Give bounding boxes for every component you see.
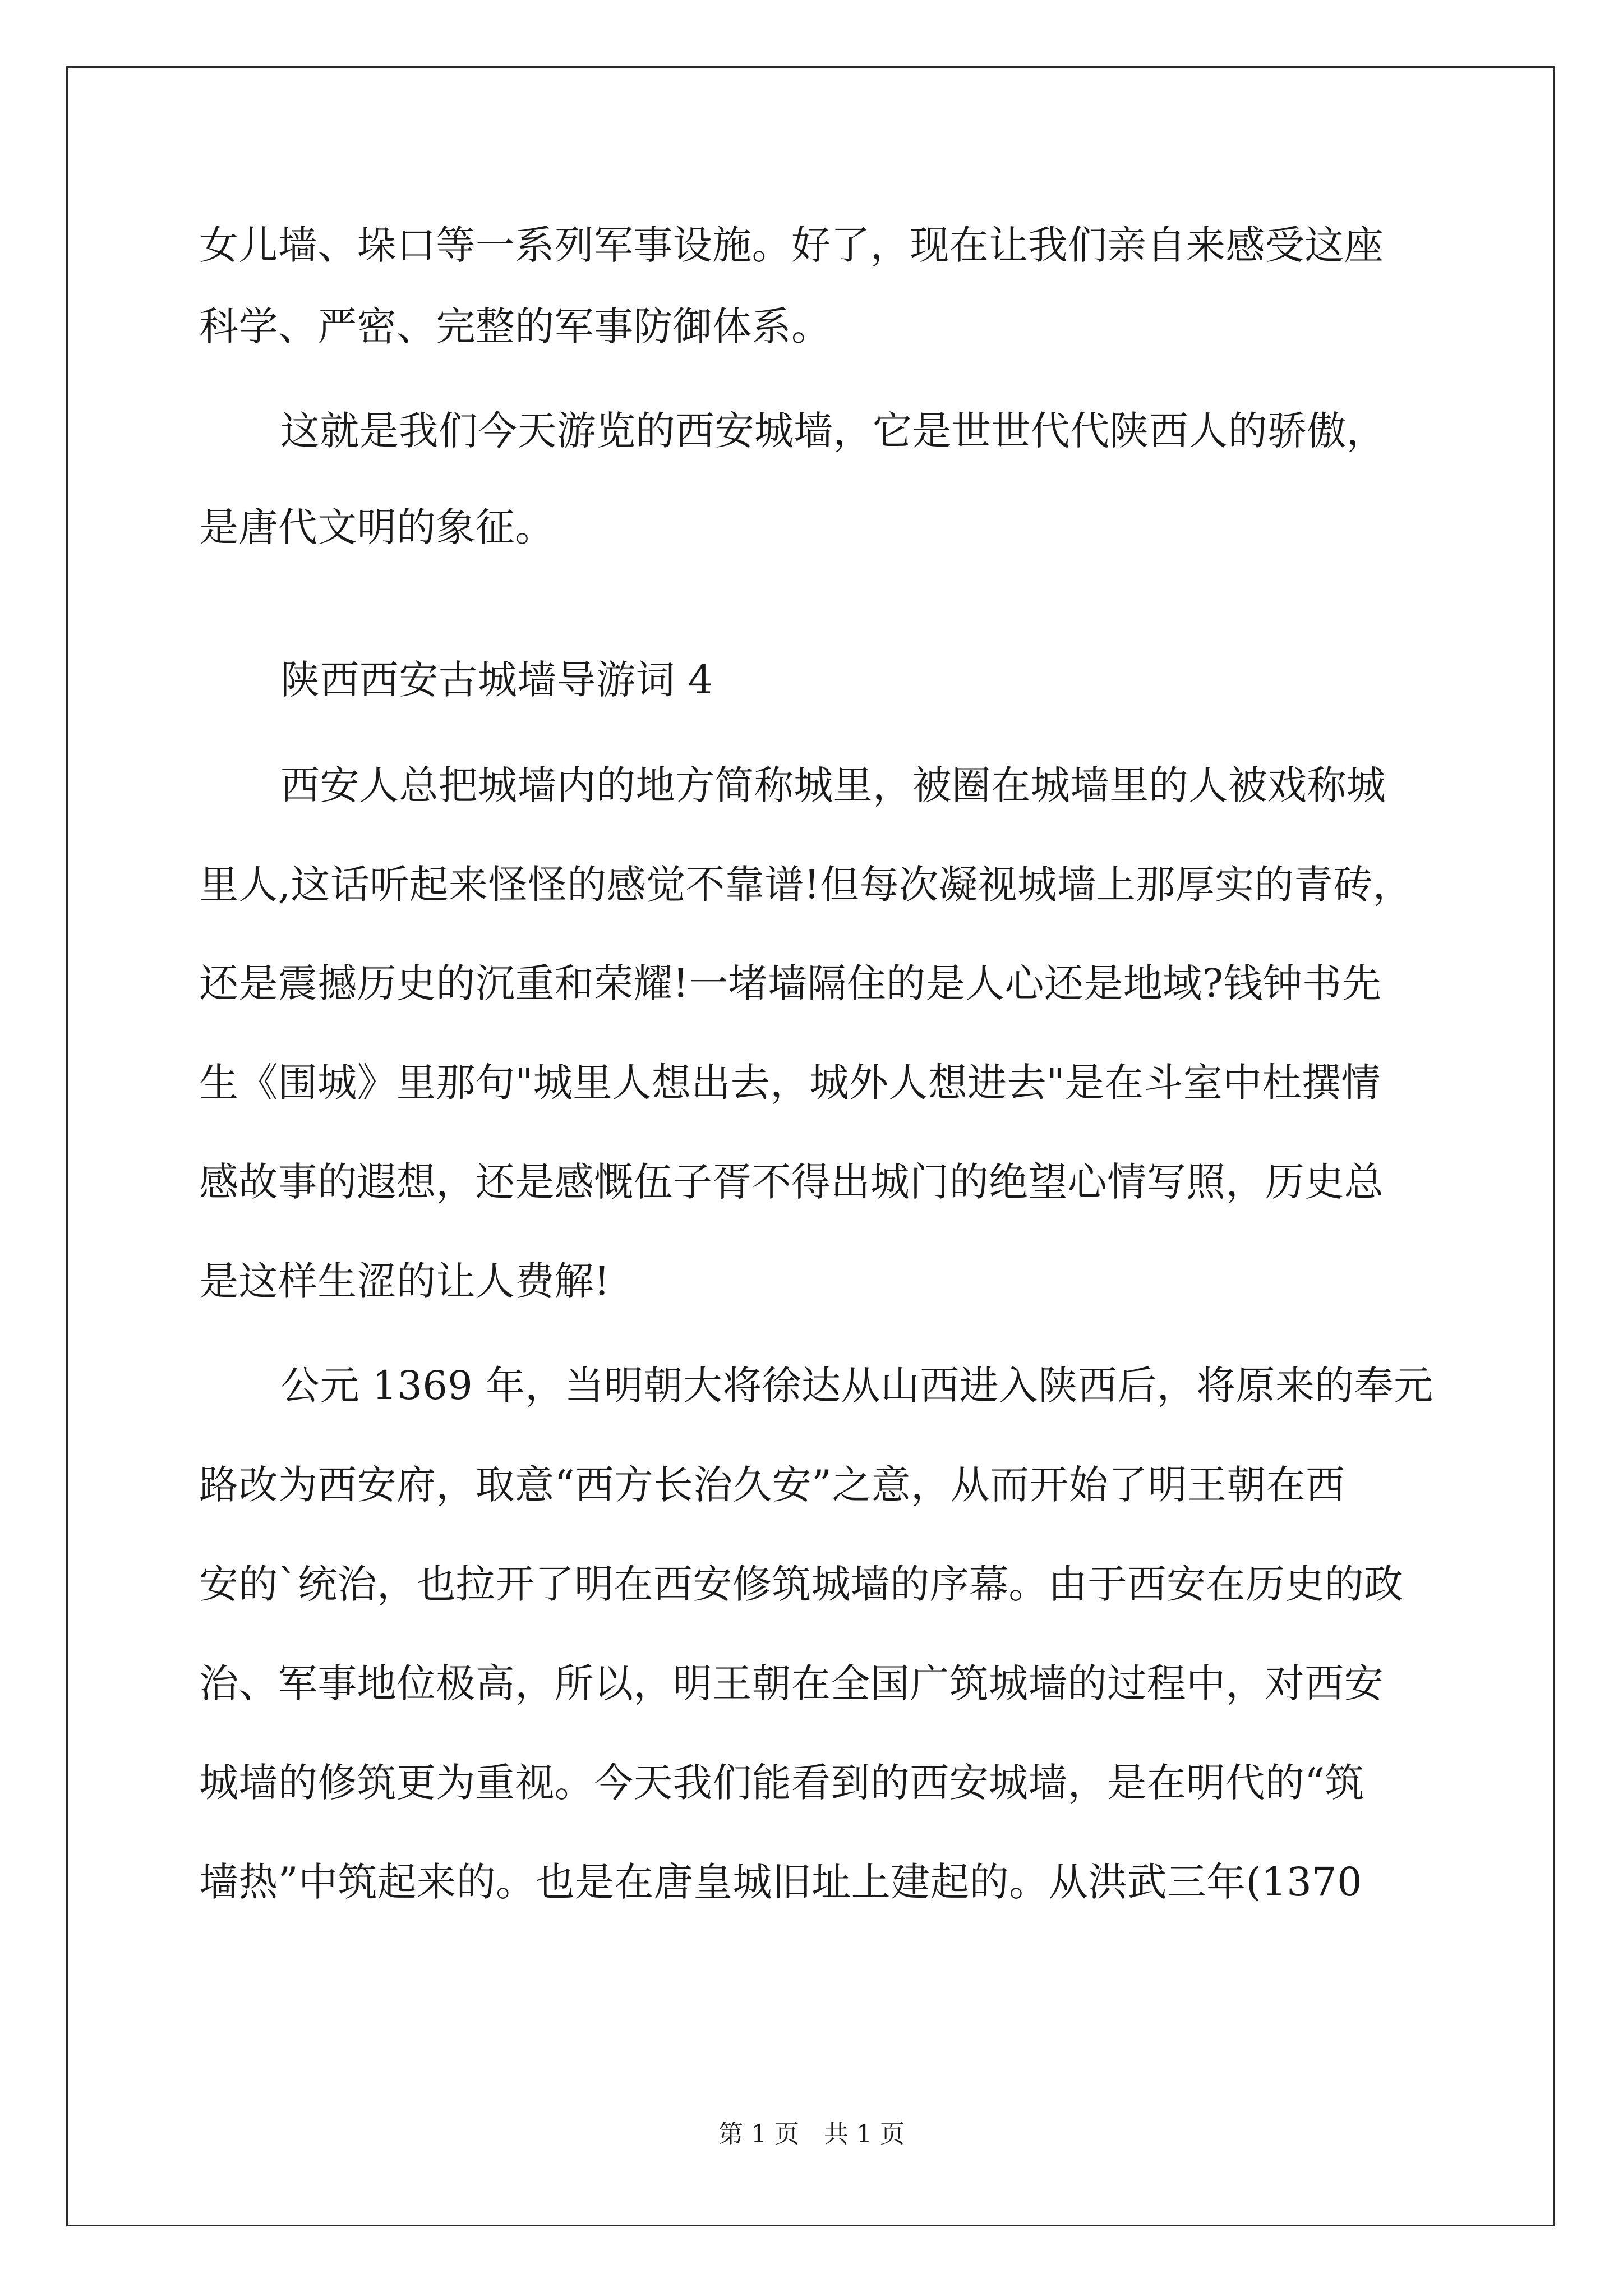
text-line: 城墙的修筑更为重视。今天我们能看到的西安城墙，是在明代的“筑 xyxy=(199,1760,1364,1806)
text-line: 是这样生涩的让人费解! xyxy=(199,1258,610,1304)
page-number-footer: 第 1 页 共 1 页 xyxy=(718,2120,905,2148)
text-line: 这就是我们今天游览的西安城墙，它是世世代代陕西人的骄傲， xyxy=(280,408,1386,454)
text-line: 墙热”中筑起来的。也是在唐皇城旧址上建起的。从洪武三年(1370 xyxy=(199,1859,1363,1905)
text-line: 科学、严密、完整的军事防御体系。 xyxy=(199,303,831,349)
text-line: 治、军事地位极高，所以，明王朝在全国广筑城墙的过程中，对西安 xyxy=(199,1660,1384,1706)
text-line: 生《围城》里那句"城里人想出去，城外人想进去"是在斗室中杜撰情 xyxy=(199,1060,1381,1106)
section-heading: 陕西西安古城墙导游词 4 xyxy=(280,657,713,703)
text-line: 公元 1369 年，当明朝大将徐达从山西进入陕西后，将原来的奉元 xyxy=(280,1363,1433,1409)
text-line: 女儿墙、垛口等一系列军事设施。好了，现在让我们亲自来感受这座 xyxy=(199,222,1384,268)
text-line: 里人,这话听起来怪怪的感觉不靠谱!但每次凝视城墙上那厚实的青砖， xyxy=(199,862,1413,908)
text-line: 感故事的遐想，还是感慨伍子胥不得出城门的绝望心情写照，历史总 xyxy=(199,1159,1384,1205)
text-line: 安的`统治，也拉开了明在西安修筑城墙的序幕。由于西安在历史的政 xyxy=(199,1561,1404,1607)
text-line: 还是震撼历史的沉重和荣耀!一堵墙隔住的是人心还是地域?钱钟书先 xyxy=(199,960,1382,1006)
text-line: 是唐代文明的象征。 xyxy=(199,504,555,550)
text-line: 西安人总把城墙内的地方简称城里，被圈在城墙里的人被戏称城 xyxy=(280,762,1386,808)
text-line: 路改为西安府，取意“西方长治久安”之意，从而开始了明王朝在西 xyxy=(199,1462,1345,1508)
